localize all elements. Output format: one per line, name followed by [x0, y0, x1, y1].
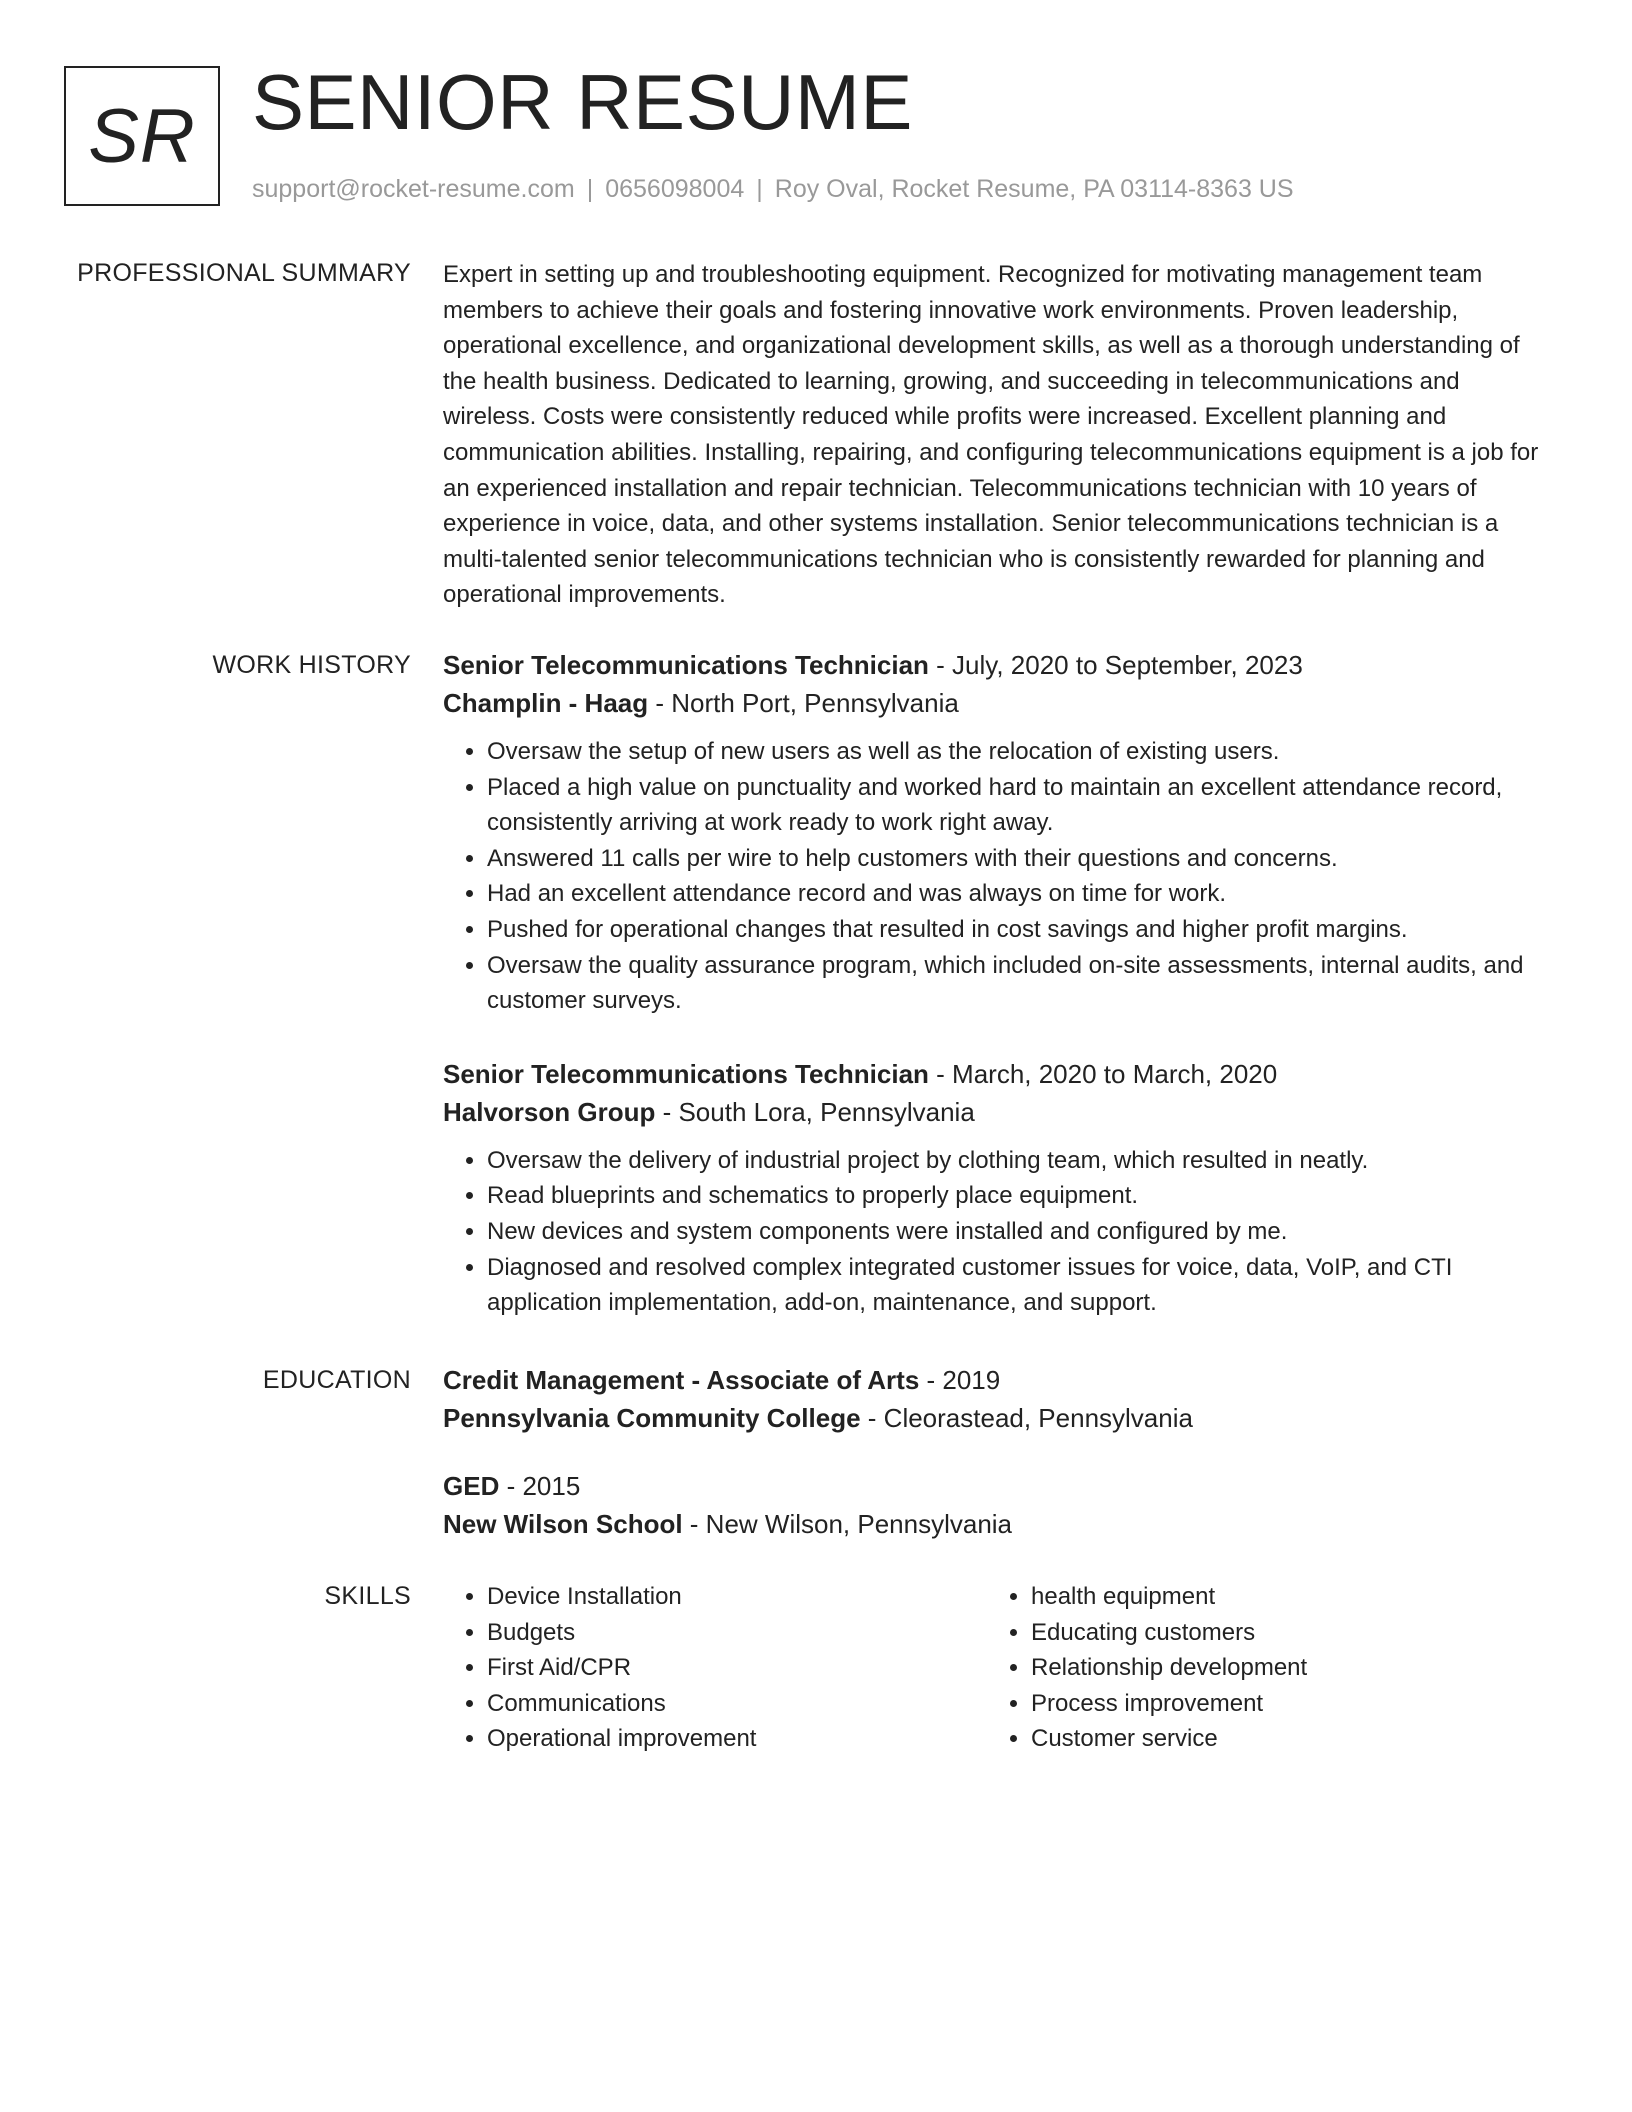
skill-item: • health equipment	[1031, 1579, 1531, 1615]
skill-item: • Customer service	[1031, 1721, 1531, 1757]
job-location: - North Port, Pennsylvania	[648, 688, 959, 718]
job-company: Halvorson Group	[443, 1096, 656, 1127]
skills-column-left	[443, 1579, 987, 1757]
job-title: Senior Telecommunications Technician	[443, 1058, 929, 1089]
skills-body	[443, 1579, 1553, 1757]
education-school-line	[443, 1505, 1553, 1543]
job-bullet: • Had an excellent attendance record and was always on time for work.	[487, 876, 1553, 912]
education-degree-line	[443, 1361, 1553, 1399]
job-bullet: • Answered 11 calls per wire to help customers with their questions and concerns.	[487, 841, 1553, 877]
contact-line	[252, 172, 1294, 206]
job-dates: - July, 2020 to September, 2023	[928, 650, 1303, 680]
education-degree: Credit Management - Associate of Arts	[443, 1365, 920, 1395]
summary-text: Expert in setting up and troubleshooting equipment. Recognized for motivating management team members to achieve their goals and fostering innovative work environments. Proven leadership, operational excellence, and organizational development skills, as well as a thorough understanding of the health business. Dedicated to learning, growing, and succeeding in telecommunications and wireless. Costs were consistently reduced while profits were increased. Excellent planning and communication abilities. Installing, repairing, and configuring telecommunications equipment is a job for an experienced installation and repair technician. Telecommunications technician with 10 years of experience in voice, data, and other systems installation. Senior telecommunications technician is a multi-talented senior telecommunications technician who is consistently rewarded for planning and operational improvements.	[443, 261, 1539, 609]
job-bullet: • Placed a high value on punctuality and worked hard to maintain an excellent attendance record, consistently arriving at work ready to work right away.	[487, 770, 1553, 841]
education-year: - 2019	[919, 1365, 1001, 1395]
contact-email: support@rocket-resume.com	[252, 175, 575, 203]
contact-phone: 0656098004	[605, 175, 745, 203]
contact-separator: |	[586, 175, 594, 203]
job-bullet: • Diagnosed and resolved complex integrated customer issues for voice, data, VoIP, and CTI application implementation, add-on, maintenance, and support.	[487, 1250, 1553, 1321]
skills-list	[987, 1579, 1531, 1757]
work-history-body	[443, 646, 1553, 1321]
summary-body	[443, 257, 1553, 613]
skill-item: • First Aid/CPR	[487, 1650, 987, 1686]
job-bullet: • Oversaw the quality assurance program, which included on-site assessments, internal audits, and customer surveys.	[487, 948, 1553, 1019]
job-location: - South Lora, Pennsylvania	[655, 1096, 975, 1127]
job-bullet-list	[443, 734, 1553, 1019]
education-school: Pennsylvania Community College	[443, 1403, 861, 1433]
job-bullet: • Read blueprints and schematics to properly place equipment.	[487, 1178, 1553, 1214]
skill-item: • Educating customers	[1031, 1615, 1531, 1651]
contact-address: Roy Oval, Rocket Resume, PA 03114-8363 US	[774, 175, 1294, 203]
job-entry	[443, 1055, 1553, 1321]
job-dates: - March, 2020 to March, 2020	[928, 1058, 1278, 1089]
job-bullet: • Oversaw the delivery of industrial project by clothing team, which resulted in neatly.	[487, 1143, 1553, 1179]
education-school: New Wilson School	[443, 1509, 683, 1539]
skill-item: • Budgets	[487, 1615, 987, 1651]
education-degree: GED	[443, 1471, 500, 1501]
job-bullet: • Oversaw the setup of new users as well as the relocation of existing users.	[487, 734, 1553, 770]
education-degree-line	[443, 1467, 1553, 1505]
job-title-line	[443, 1055, 1553, 1093]
section-label-work-history: WORK HISTORY	[212, 651, 411, 679]
job-company-line	[443, 684, 1553, 722]
skill-item: • Relationship development	[1031, 1650, 1531, 1686]
job-bullet: • New devices and system components were installed and configured by me.	[487, 1214, 1553, 1250]
education-location: - Cleorastead, Pennsylvania	[860, 1403, 1193, 1433]
job-title-line	[443, 646, 1553, 684]
skill-item: • Communications	[487, 1686, 987, 1722]
page-title: SENIOR RESUME	[252, 58, 913, 146]
education-school-line	[443, 1399, 1553, 1437]
education-entry	[443, 1361, 1553, 1437]
education-body	[443, 1361, 1553, 1543]
education-year: - 2015	[499, 1471, 581, 1501]
job-company-line	[443, 1093, 1553, 1131]
section-label-education: EDUCATION	[262, 1366, 411, 1394]
job-bullet: • Pushed for operational changes that resulted in cost savings and higher profit margins.	[487, 912, 1553, 948]
skills-column-right	[987, 1579, 1531, 1757]
job-bullet-list	[443, 1143, 1553, 1321]
skill-item: • Device Installation	[487, 1579, 987, 1615]
skill-item: • Operational improvement	[487, 1721, 987, 1757]
job-company: Champlin - Haag	[443, 688, 649, 718]
skills-grid	[443, 1579, 1553, 1757]
monogram-logo: SR	[64, 66, 220, 206]
skill-item: • Process improvement	[1031, 1686, 1531, 1722]
skills-list	[443, 1579, 987, 1757]
education-entry	[443, 1467, 1553, 1543]
job-title: Senior Telecommunications Technician	[443, 650, 929, 680]
section-label-skills: SKILLS	[324, 1582, 411, 1610]
education-location: - New Wilson, Pennsylvania	[682, 1509, 1013, 1539]
job-entry	[443, 646, 1553, 1019]
contact-separator: |	[756, 175, 763, 203]
section-label-summary: PROFESSIONAL SUMMARY	[77, 259, 411, 287]
